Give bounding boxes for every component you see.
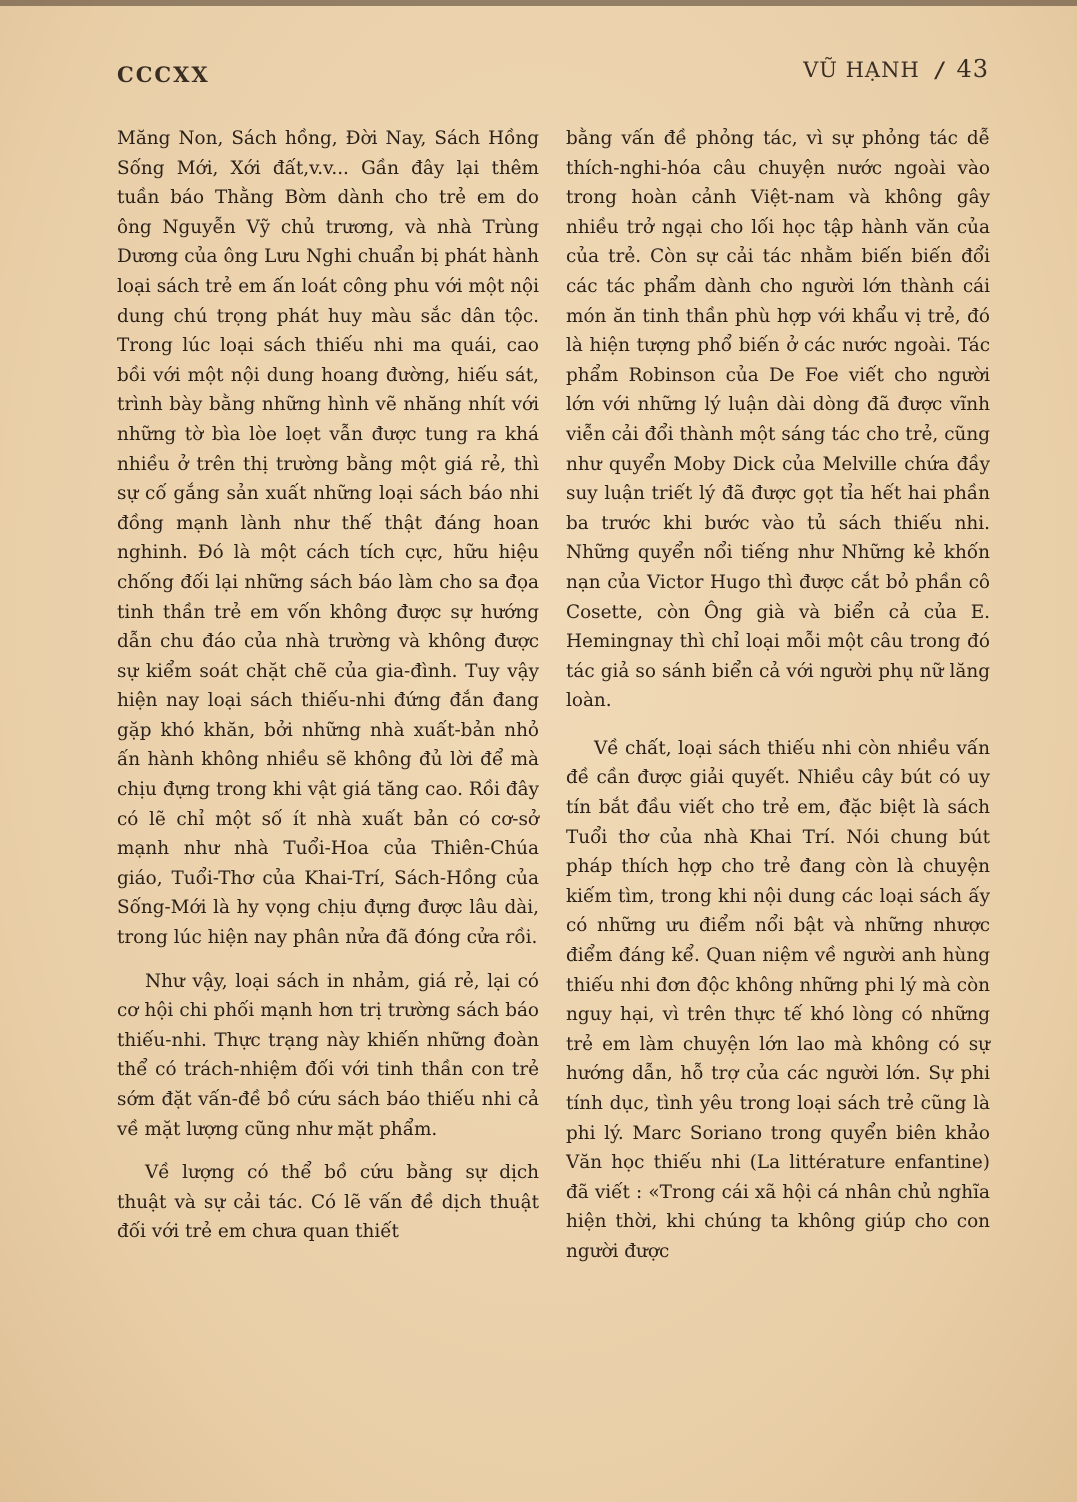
paragraph: bằng vấn đề phỏng tác, vì sự phỏng tác dễ thích-nghi-hóa câu chuyện nước ngoài vào trong hoàn cảnh Việt-nam và không gây nhiều trở ngại cho lối học tập hành văn của của trẻ. Còn sự cải tác nhằm biến biến đổi các tác phẩm dành cho người lớn thành cái món ăn tinh thần phù hợp với khẩu vị trẻ, đó là hiện tượng phổ biến ở các nước ngoài. Tác phẩm Robinson của De Foe viết cho người lớn với những lý luận dài dòng đã được vĩnh viễn cải đổi thành một sáng tác cho trẻ, cũng như quyển Moby Dick của Melville chứa đầy suy luận triết lý đã được gọt tỉa hết hai phần ba trước khi bước vào tủ sách thiếu nhi. Những quyển nổi tiếng như Những kẻ khốn nạn của Victor Hugo thì được cắt bỏ phần cô Cosette, còn Ông già và biển cả của E. Hemingnay thì chỉ loại mỗi một câu trong đó tác giả so sánh biển cả với người phụ nữ lăng loàn.	[566, 128, 990, 712]
left-column	[117, 124, 539, 1247]
paragraph: Về lượng có thể bồ cứu bằng sự dịch thuật và sự cải tác. Có lẽ vấn đề dịch thuật đối với trẻ em chưa quan thiết	[117, 1162, 539, 1243]
page-number: 43	[956, 55, 989, 83]
right-column	[566, 124, 990, 1267]
author-name: VŨ HẠNH	[803, 58, 920, 82]
top-edge	[0, 0, 1077, 6]
running-header-left: CCCXX	[117, 62, 210, 87]
paragraph: Măng Non, Sách hồng, Đời Nay, Sách Hồng Sống Mới, Xới đất,v.v... Gần đây lại thêm tuần báo Thằng Bờm dành cho trẻ em do ông Nguyễn Vỹ chủ trương, và nhà Trùng Dương của ông Lưu Nghi chuẩn bị phát hành loại sách trẻ em ấn loát công phu với một nội dung chú trọng phát huy màu sắc dân tộc. Trong lúc loại sách thiếu nhi ma quái, cao bồi với một nội dung hoang đường, hiếu sát, trình bày bằng những hình vẽ nhăng nhít với những tờ bìa lòe loẹt vẫn được tung ra khá nhiều ở trên thị trường bằng một giá rẻ, thì sự cố gắng sản xuất những loại sách báo nhi đồng mạnh lành như thế thật đáng hoan nghinh. Đó là một cách tích cực, hữu hiệu chống đối lại những sách báo làm cho sa đọa tinh thần trẻ em vốn không được sự hướng dẫn chu đáo của nhà trường và không được sự kiểm soát chặt chẽ của gia-đình. Tuy vậy hiện nay loại sách thiếu-nhi đứng đắn đang gặp khó khăn, bởi những nhà xuất-bản nhỏ ấn hành không nhiều sẽ không đủ lời để mà chịu đựng trong khi vật giá tăng cao. Rồi đây có lẽ chỉ một số ít nhà xuất bản có cơ-sở mạnh như nhà Tuổi-Hoa của Thiên-Chúa giáo, Tuổi-Thơ của Khai-Trí, Sách-Hồng của Sống-Mới là hy vọng chịu đựng được lâu dài, trong lúc hiện nay phân nửa đã đóng cửa rồi.	[117, 128, 539, 949]
paragraph: Về chất, loại sách thiếu nhi còn nhiều vấn đề cần được giải quyết. Nhiều cây bút có uy tín bắt đầu viết cho trẻ em, đặc biệt là sách Tuổi thơ của nhà Khai Trí. Nói chung bút pháp thích hợp cho trẻ đang còn là chuyện kiếm tìm, trong khi nội dung các loại sách ấy có những ưu điểm nổi bật và những nhược điểm đáng kể. Quan niệm về người anh hùng thiếu nhi đơn độc không những phi lý mà còn nguy hại, vì trên thực tế khó lòng có những trẻ em làm chuyện lớn lao mà không có sự hướng dẫn, hỗ trợ của các người lớn. Sự phi tính dục, tình yêu trong loại sách trẻ cũng là phi lý. Marc Soriano trong quyển biên khảo Văn học thiếu nhi (La littérature enfantine) đã viết : «Trong cái xã hội cá nhân chủ nghĩa hiện thời, khi chúng ta không giúp cho con người được	[566, 737, 990, 1262]
paragraph: Như vậy, loại sách in nhảm, giá rẻ, lại có cơ hội chi phối mạnh hơn trị trường sách báo thiếu-nhi. Thực trạng này khiến những đoàn thể có trách-nhiệm đối với tinh thần con trẻ sớm đặt vấn-đề bồ cứu sách báo thiếu nhi cả về mặt lượng cũng như mặt phẩm.	[117, 970, 539, 1140]
running-header-right	[803, 55, 989, 83]
header-separator: /	[935, 57, 945, 82]
